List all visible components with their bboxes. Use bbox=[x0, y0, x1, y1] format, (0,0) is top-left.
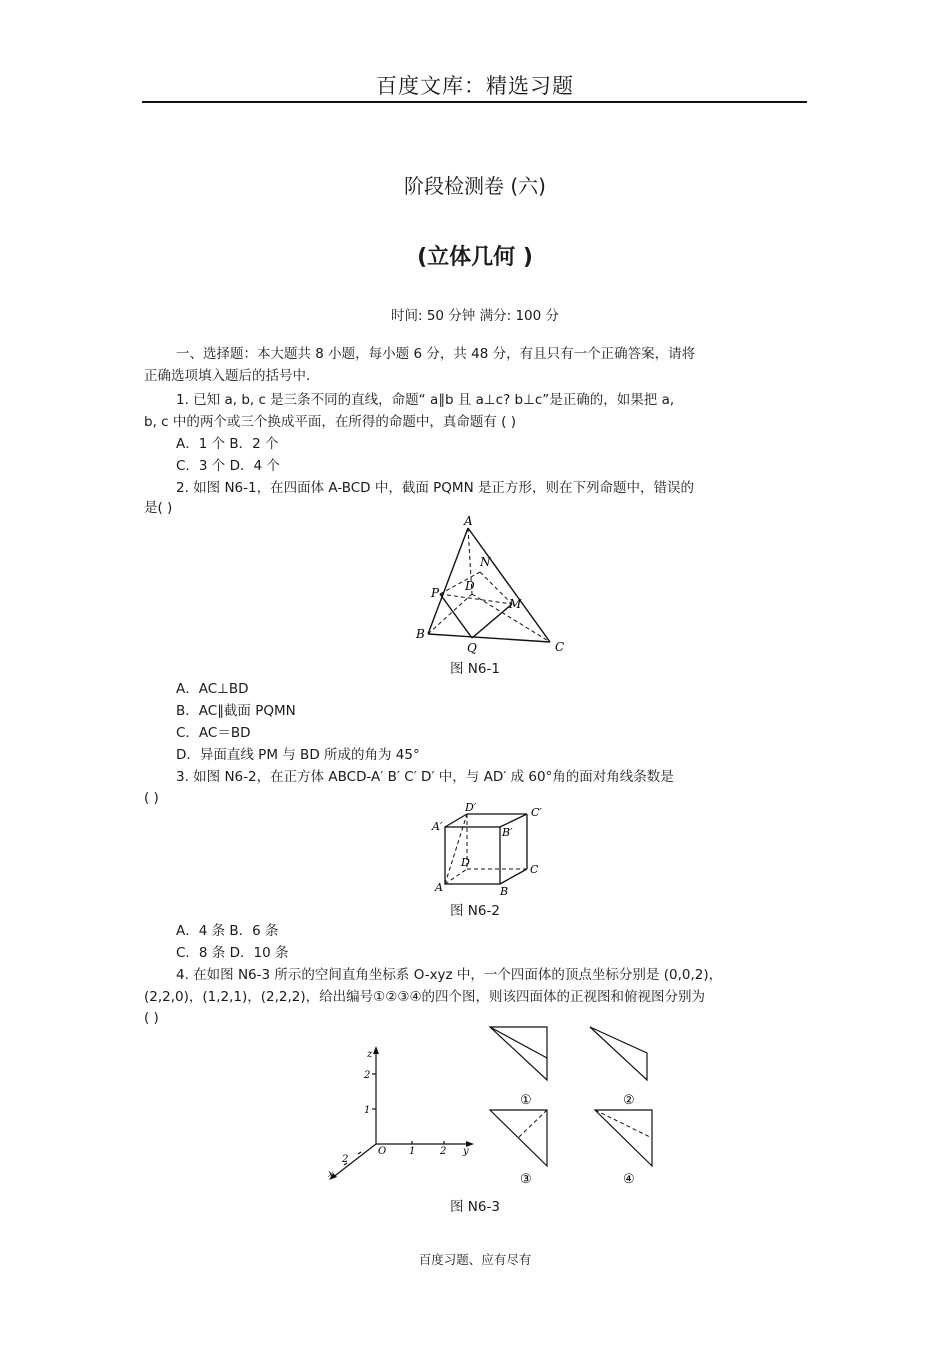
tetrahedron-figure bbox=[410, 512, 580, 657]
tick-z-1: 1 bbox=[364, 1105, 371, 1116]
section-intro-line1: 一、选择题：本大题共 8 小题，每小题 6 分，共 48 分，有且只有一个正确答案，请将 bbox=[176, 346, 696, 362]
view-label-1: ① bbox=[520, 1093, 532, 1108]
axis-label-x: x bbox=[328, 1169, 334, 1180]
view-label-4: ④ bbox=[623, 1172, 635, 1187]
exam-subtitle: (立体几何 ) bbox=[417, 245, 533, 270]
tick-y-1: 1 bbox=[409, 1146, 416, 1157]
q4-stem-line3: ( ) bbox=[144, 1010, 159, 1026]
label-d-prime: D′ bbox=[465, 801, 477, 814]
label-d: D bbox=[465, 579, 475, 593]
figure-caption-n6-2: 图 N6-2 bbox=[450, 903, 500, 919]
label-c: C bbox=[555, 640, 565, 654]
label-q: Q bbox=[467, 641, 477, 655]
header-divider bbox=[142, 101, 807, 103]
label-d: D bbox=[461, 856, 470, 869]
axis-label-z: z bbox=[367, 1049, 373, 1060]
tick-y-2: 2 bbox=[440, 1146, 447, 1157]
exam-meta: 时间: 50 分钟 满分: 100 分 bbox=[391, 308, 559, 324]
q2-option-a: A．AC⊥BD bbox=[176, 681, 249, 697]
q2-stem-line2: 是( ) bbox=[144, 500, 173, 516]
figure-caption-n6-1: 图 N6-1 bbox=[450, 661, 500, 677]
page-footer: 百度习题、应有尽有 bbox=[418, 1252, 532, 1267]
q2-stem-line1: 2. 如图 N6-1，在四面体 A-BCD 中，截面 PQMN 是正方形，则在下列命题中，错误的 bbox=[176, 480, 694, 496]
q2-option-b: B．AC∥截面 PQMN bbox=[176, 703, 296, 719]
q1-option-row2: C．3 个 D．4 个 bbox=[176, 458, 280, 474]
axis-label-y: y bbox=[463, 1146, 469, 1157]
label-a: A bbox=[464, 514, 473, 528]
q4-stem-line1: 4. 在如图 N6-3 所示的空间直角坐标系 O-xyz 中，一个四面体的顶点坐标分别是 (0,0,2)， bbox=[176, 967, 723, 983]
q3-option-row2: C．8 条 D．10 条 bbox=[176, 945, 289, 961]
label-b: B bbox=[500, 885, 509, 898]
q4-stem-line2: (2,2,0)，(1,2,1)，(2,2,2)，给出编号①②③④的四个图，则该四面体的正视图和俯视图分别为 bbox=[144, 989, 706, 1005]
q2-option-d: D．异面直线 PM 与 BD 所成的角为 45° bbox=[176, 747, 420, 763]
tick-x-2: 2 bbox=[342, 1154, 349, 1165]
views-figure bbox=[480, 1020, 670, 1190]
label-b-prime: B′ bbox=[502, 826, 513, 839]
q1-option-row1: A．1 个 B．2 个 bbox=[176, 436, 279, 452]
figure-caption-n6-3: 图 N6-3 bbox=[450, 1199, 500, 1215]
q3-stem-line2: ( ) bbox=[144, 790, 159, 806]
view-label-2: ② bbox=[623, 1093, 635, 1108]
coordinate-system-figure bbox=[320, 1040, 480, 1185]
view-label-3: ③ bbox=[520, 1172, 532, 1187]
exam-title: 阶段检测卷 (六) bbox=[404, 174, 546, 198]
cube-figure bbox=[430, 800, 550, 898]
label-a: A bbox=[435, 881, 443, 894]
q1-stem-line1: 1. 已知 a, b, c 是三条不同的直线，命题“ a∥b 且 a⊥c? b⊥c”是正确的，如果把 a, bbox=[176, 392, 675, 408]
label-c: C bbox=[530, 863, 539, 876]
q1-stem-line2: b, c 中的两个或三个换成平面，在所得的命题中，真命题有 ( ) bbox=[144, 414, 516, 430]
label-p: P bbox=[431, 586, 440, 600]
q3-stem-line1: 3. 如图 N6-2，在正方体 ABCD-A′ B′ C′ D′ 中，与 AD′ 成 60°角的面对角线条数是 bbox=[176, 769, 674, 785]
label-b: B bbox=[416, 627, 425, 641]
axis-origin-o: O bbox=[378, 1146, 387, 1157]
q2-option-c: C．AC＝BD bbox=[176, 725, 251, 741]
label-m: M bbox=[509, 597, 522, 611]
label-a-prime: A′ bbox=[432, 820, 443, 833]
label-n: N bbox=[480, 555, 491, 569]
header-title: 百度文库：精选习题 bbox=[376, 74, 574, 98]
label-c-prime: C′ bbox=[531, 806, 542, 819]
q3-option-row1: A．4 条 B．6 条 bbox=[176, 923, 279, 939]
tick-z-2: 2 bbox=[364, 1070, 371, 1081]
section-intro-line2: 正确选项填入题后的括号中. bbox=[144, 368, 311, 384]
